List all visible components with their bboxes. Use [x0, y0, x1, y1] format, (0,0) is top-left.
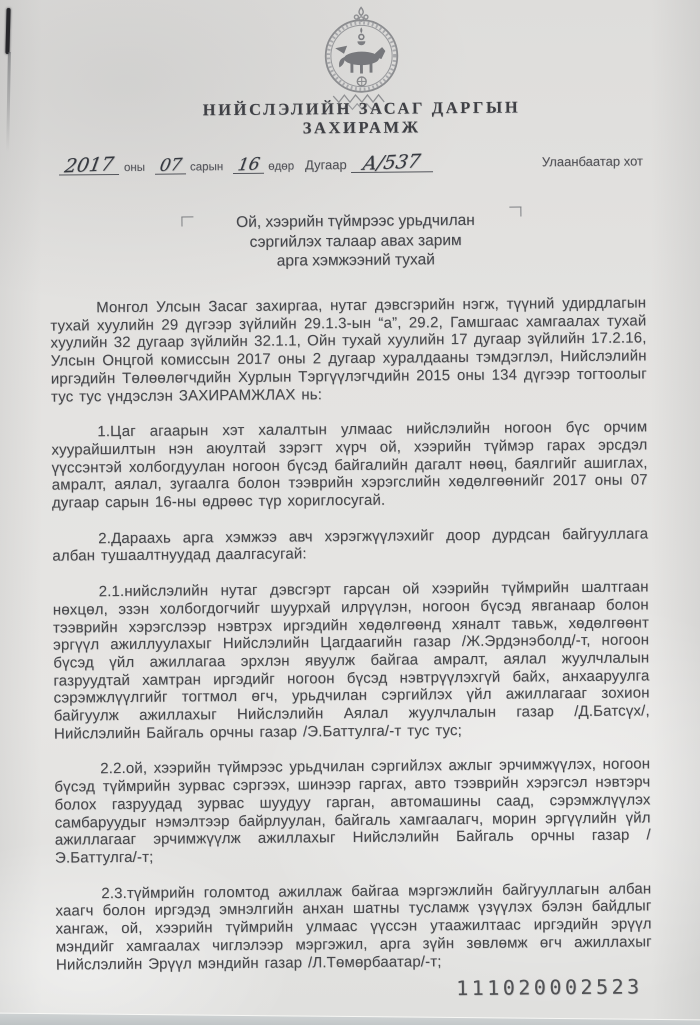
number-field: [351, 151, 433, 173]
paragraph-1: 1.Цаг агаарын хэт халалтын улмаас нийслэлийн ногоон бүс орчим хуурайшилтын нэн аюултай зэрэгт хүрч ой, хээрийн түймэр гарах эрсдэл үүссэнтэй холбогдуулан ногоон бүсэд байгалийн дагалт нөөц, баялгийг ашиглах, амралт, аялал, зугаалга болон тээврийн хэрэгслийн хөдөлгөөнийг 2017 оны 07 дугаар сарын 16-ны өдрөөс түр хориглосугай.: [51, 418, 648, 512]
month-label: сарын: [189, 161, 224, 174]
document-body: [50, 294, 652, 991]
registration-number: 111020002523: [456, 974, 643, 1001]
month-field: [155, 154, 186, 177]
meta-row: [0, 147, 697, 193]
year-field: [59, 154, 119, 176]
year-handwritten: 2017: [62, 153, 116, 178]
date-fields: [59, 152, 304, 178]
day-label: өдөр: [268, 160, 295, 173]
document-title: Ой, хээрийн түймрээс урьдчилан сэргийлэх талаар авах зарим арга хэмжээний тухай: [236, 211, 475, 270]
month-handwritten: 07: [157, 155, 184, 177]
document-number: [305, 151, 433, 173]
number-label: Дугаар: [304, 157, 347, 173]
day-field: [233, 154, 264, 174]
letterhead-organization: НИЙСЛЭЛИЙН ЗАСАГ ДАРГЫН ЗАХИРАМЖ: [202, 97, 521, 138]
day-handwritten: 16: [236, 154, 262, 176]
paragraph-preamble: Монгол Улсын Засаг захиргаа, нутаг дэвсгэрийн нэгж, түүний удирдлагын тухай хуулийн 29 дүгээр зүйлийн 29.1.3-ын “а”, 29.2, Гамшгаас хамгаалах тухай хуулийн 32 дугаар зүйлийн 32.1.1, Ойн тухай хуулийн 17 дугаар зүйлийн 17.2.16, Улсын Онцгой комиссын 2017 оны 2 дугаар хуралдааны тэмдэглэл, Нийслэлийн иргэдийн Төлөөлөгчдийн Хурлын Тэргүүлэгчдийн 2015 оны 134 дүгээр тогтоолыг тус тус үндэслэн ЗАХИРАМЖЛАХ нь:: [50, 294, 647, 406]
paragraph-2: 2.Дараахь арга хэмжээ авч хэрэгжүүлэхийг доор дурдсан байгууллага албан тушаалтнуудад даалгасугай:: [52, 525, 649, 566]
city-label: Улаанбаатар хот: [541, 153, 644, 170]
mongolia-state-emblem-icon: [313, 5, 411, 106]
paragraph-2-1: 2.1.нийслэлийн нутаг дэвсгэрт гарсан ой хээрийн түймрийн шалтгаан нөхцөл, эзэн холбогдогчийг шуурхай илрүүлэн, ногоон бүсэд явганаар болон тээврийн хэрэгслээр нэвтрэх иргэдийн хөдөлгөөнд хяналт тавьж, хөдөлгөөнт эргүүл ажиллуулахыг Нийслэлийн Цагдаагийн газар /Ж.Эрдэнэболд/-т, ногоон бүсэд үйл ажиллагаа эрхлэн явуулж байгаа амралт, аялал жуулчлалын газруудтай хамтран иргэдийг ногоон бүсэд нэвтрүүлэхгүй байх, анхааруулга сэрэмжлүүлгийг тогтмол өгч, урьдчилан сэргийлэх үйл ажиллагааг зохион байгуулж ажиллахыг Нийслэлийн Аялал жуулчлалын газар /Д.Батсүх/, Нийслэлийн Байгаль орчны газар /Э.Баттулга/-т тус тус;: [52, 578, 650, 743]
year-label: оны: [123, 161, 146, 174]
paragraph-2-3: 2.3.түймрийн голомтод ажиллаж байгаа мэргэжлийн байгууллагын албан хаагч болон иргэдэд эмнэлгийн анхан шатны тусламж үзүүлэх бэлэн байдлыг хангаж, ой, хээрийн түймрийн улмаас үүссэн утаажилтаас иргэдийн эрүүл мэндийг хамгаалах чиглэлээр мэргэжил, арга зүйн зөвлөмж өгч ажиллахыг Нийслэлийн Эрүүл мэндийн газар /Л.Төмөрбаатар/-т;: [55, 880, 652, 974]
paragraph-2-2: 2.2.ой, хээрийн түймрээс урьдчилан сэргийлэх ажлыг эрчимжүүлэх, ногоон бүсэд түймрийн зурвас сэргээх, шинээр гаргах, авто тээврийн хэрэгсэл нэвтэрч болох газруудад зурвас шуудуу гарган, автомашины саад, сэрэмжлүүлэх самбаруудыг нэмэлтээр байрлуулан, байгаль хамгаалагч, морин эргүүлийн үйл ажиллагааг эрчимжүүлж ажиллахыг Нийслэлийн Байгаль орчны газар /Э.Баттулга/-т;: [54, 755, 651, 867]
number-handwritten: А/537: [361, 150, 423, 175]
